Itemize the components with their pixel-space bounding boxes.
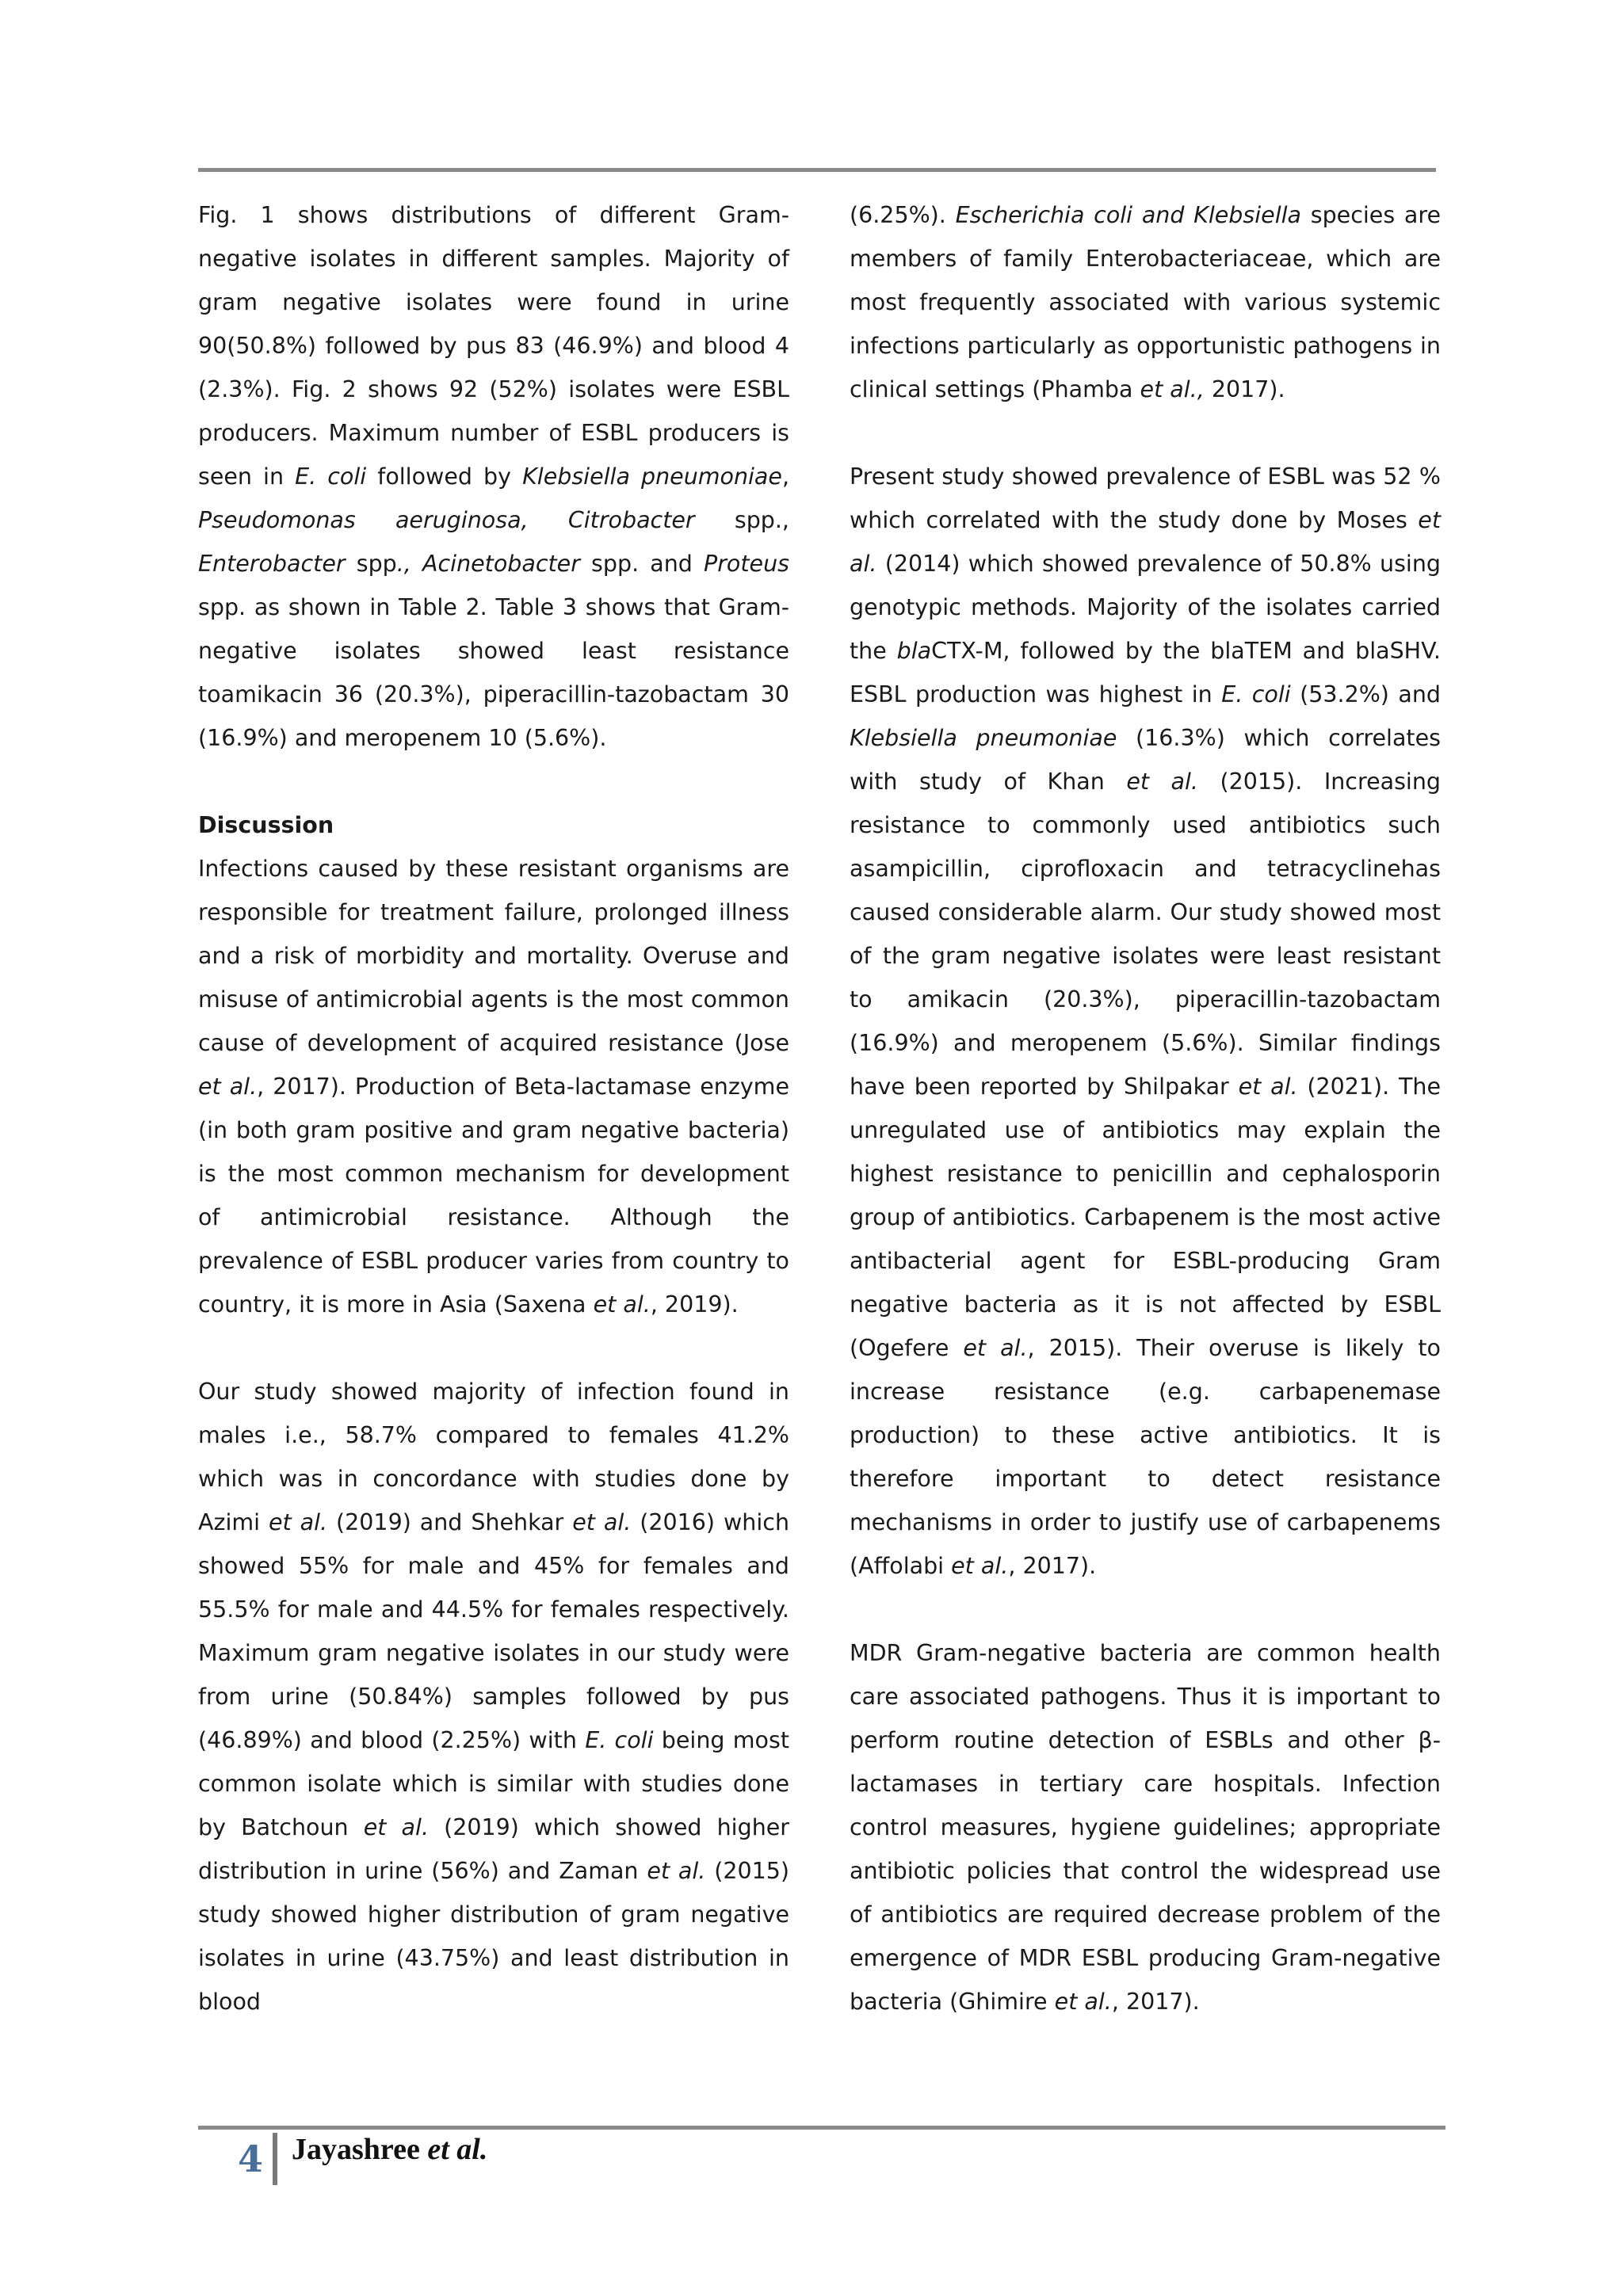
text-run: , 2017). <box>1111 1989 1200 2015</box>
italic-text-run: E. coli <box>1221 681 1291 707</box>
discussion-heading: Discussion <box>198 812 334 838</box>
italic-text-run: et al. <box>647 1858 706 1884</box>
italic-text-run: et al. <box>1126 769 1198 795</box>
italic-text-run: et al. <box>198 1074 258 1100</box>
text-run: spp. and <box>579 551 705 577</box>
text-run: (2016) which showed 55% for male and 45% for females and 55.5% for male and 44.5% for females respectively. Maximum gram negative isolates in our study were from urine (50.84%) samples followed by pus (46.89%) and blood (2.25%) with <box>198 1509 790 1753</box>
text-run: being most common isolate which is similar with studies done by Batchoun <box>198 1727 789 1840</box>
text-run: (2019) which showed higher distribution in urine (56%) and Zaman <box>198 1814 790 1884</box>
text-run: Infections caused by these resistant organisms are responsible for treatment failure, prolonged illness and a risk of morbidity and mortality. Overuse and misuse of antimicrobial agents is the most common cause of development of acquired resistance (Jose <box>198 856 789 1056</box>
italic-text-run: Klebsiella pneumoniae <box>522 463 782 490</box>
text-run: Fig. 1 shows distributions of different Gram-negative isolates in different samples. Majority of gram negative isolates were found in urine 90(50.8%) followed by pus 83 (46.9%) and blood 4 (2.3%). Fig. 2 shows 92 (52%) isolates were ESBL producers. Maximum number of ESBL producers is seen in <box>198 202 789 490</box>
italic-text-run: E. coli <box>585 1727 654 1753</box>
text-run: (2015) study showed higher distribution of gram negative isolates in urine (43.75%) and least distribution in blood <box>198 1858 789 2015</box>
italic-text-run: Proteus <box>704 551 789 577</box>
discussion-paragraph-4 <box>850 455 1441 1588</box>
discussion-paragraph-3 <box>850 193 1441 411</box>
italic-text-run: et al. <box>269 1509 328 1535</box>
header-rule <box>198 168 1436 172</box>
page-number: 4 <box>237 2138 263 2180</box>
right-column <box>850 193 1441 2023</box>
running-head-suffix: et al. <box>427 2133 488 2166</box>
italic-text-run: ., Acinetobacter <box>396 551 580 577</box>
italic-text-run: et al. <box>572 1509 632 1535</box>
footer-rule <box>198 2126 1445 2130</box>
text-run: (2021). The unregulated use of antibiotics may explain the highest resistance to penicillin and cephalosporin group of antibiotics. Carbapenem is the most active antibacterial agent for ESBL-producing Gram negative bacteria as it is not affected by ESBL (Ogefere <box>850 1074 1442 1361</box>
italic-text-run: et al. <box>1238 1074 1298 1100</box>
text-run: (53.2%) and <box>1290 681 1441 707</box>
text-run: CTX-M, followed by the blaTEM and blaSHV. ESBL production was highest in <box>850 638 1441 707</box>
text-run: (2014) which showed prevalence of 50.8% using genotypic methods. Majority of the isolates carried the <box>850 551 1441 664</box>
italic-text-run: et al. <box>593 1291 651 1318</box>
text-run: Present study showed prevalence of ESBL was 52 % which correlated with the study done by Moses <box>850 463 1441 533</box>
text-run: , <box>781 463 789 490</box>
italic-text-run: et al. <box>951 1553 1009 1579</box>
italic-text-run: et al. <box>363 1814 430 1840</box>
text-run: spp., <box>694 507 789 533</box>
running-head <box>292 2132 487 2167</box>
text-run: (6.25%). <box>850 202 956 228</box>
left-column <box>198 193 789 2023</box>
italic-text-run: E. coli <box>295 463 367 490</box>
text-run: , 2017). Production of Beta-lactamase enzyme (in both gram positive and gram negative bacteria) is the most common mechanism for development of antimicrobial resistance. Although the prevalence of ESBL producer varies from country to country, it is more in Asia (Saxena <box>198 1074 789 1318</box>
text-run: species are members of family Enterobacteriaceae, which are most frequently associated with various systemic infections particularly as opportunistic pathogens in clinical settings (Phamba <box>850 202 1441 402</box>
discussion-paragraph-1 <box>198 847 789 1326</box>
footer-divider <box>273 2133 277 2185</box>
italic-text-run: bla <box>896 638 932 664</box>
text-run: spp. as shown in Table 2. Table 3 shows that Gram-negative isolates showed least resistance toamikacin 36 (20.3%), piperacillin-tazobactam 30 (16.9%) and meropenem 10 (5.6%). <box>198 594 789 751</box>
text-run: , 2015). Their overuse is likely to increase resistance (e.g. carbapenemase production) to these active antibiotics. It is therefore important to detect resistance mechanisms in order to justify use of carbapenems (Affolabi <box>850 1335 1441 1579</box>
text-run: spp <box>345 551 397 577</box>
italic-text-run: Klebsiella pneumoniae <box>850 725 1117 751</box>
text-run: (2015). Increasing resistance to commonly used antibiotics such asampicillin, ciprofloxacin and tetracyclinehas caused considerable alarm. Our study showed most of the gram negative isolates were least resistant to amikacin (20.3%), piperacillin-tazobactam (16.9%) and meropenem (5.6%). Similar findings have been reported by Shilpakar <box>850 769 1441 1100</box>
discussion-paragraph-2 <box>198 1370 789 2023</box>
italic-text-run: et al. <box>850 507 1441 577</box>
text-run: 2017). <box>1204 376 1285 402</box>
text-run: MDR Gram-negative bacteria are common health care associated pathogens. Thus it is important to perform routine detection of ESBLs and other β-lactamases in tertiary care hospitals. Infection control measures, hygiene guidelines; appropriate antibiotic policies that control the widespread use of antibiotics are required decrease problem of the emergence of MDR ESBL producing Gram-negative bacteria (Ghimire <box>850 1640 1441 2015</box>
text-run: (16.3%) which correlates with study of Khan <box>850 725 1441 795</box>
text-run: (2019) and Shehkar <box>327 1509 573 1535</box>
results-paragraph <box>198 193 789 760</box>
italic-text-run: et al., <box>1140 376 1205 402</box>
text-run: Our study showed majority of infection found in males i.e., 58.7% compared to females 41.2% which was in concordance with studies done by Azimi <box>198 1379 789 1535</box>
discussion-paragraph-5 <box>850 1631 1441 2023</box>
italic-text-run: Escherichia coli and Klebsiella <box>955 202 1302 228</box>
italic-text-run: et al. <box>963 1335 1028 1361</box>
text-run: , 2017). <box>1008 1553 1097 1579</box>
italic-text-run: et al. <box>1054 1989 1112 2015</box>
italic-text-run: Enterobacter <box>198 551 346 577</box>
text-run: followed by <box>366 463 523 490</box>
page-footer <box>235 2131 487 2187</box>
text-run: , 2019). <box>650 1291 739 1318</box>
running-head-author: Jayashree <box>292 2133 420 2166</box>
italic-text-run: Pseudomonas aeruginosa, Citrobacter <box>198 507 695 533</box>
